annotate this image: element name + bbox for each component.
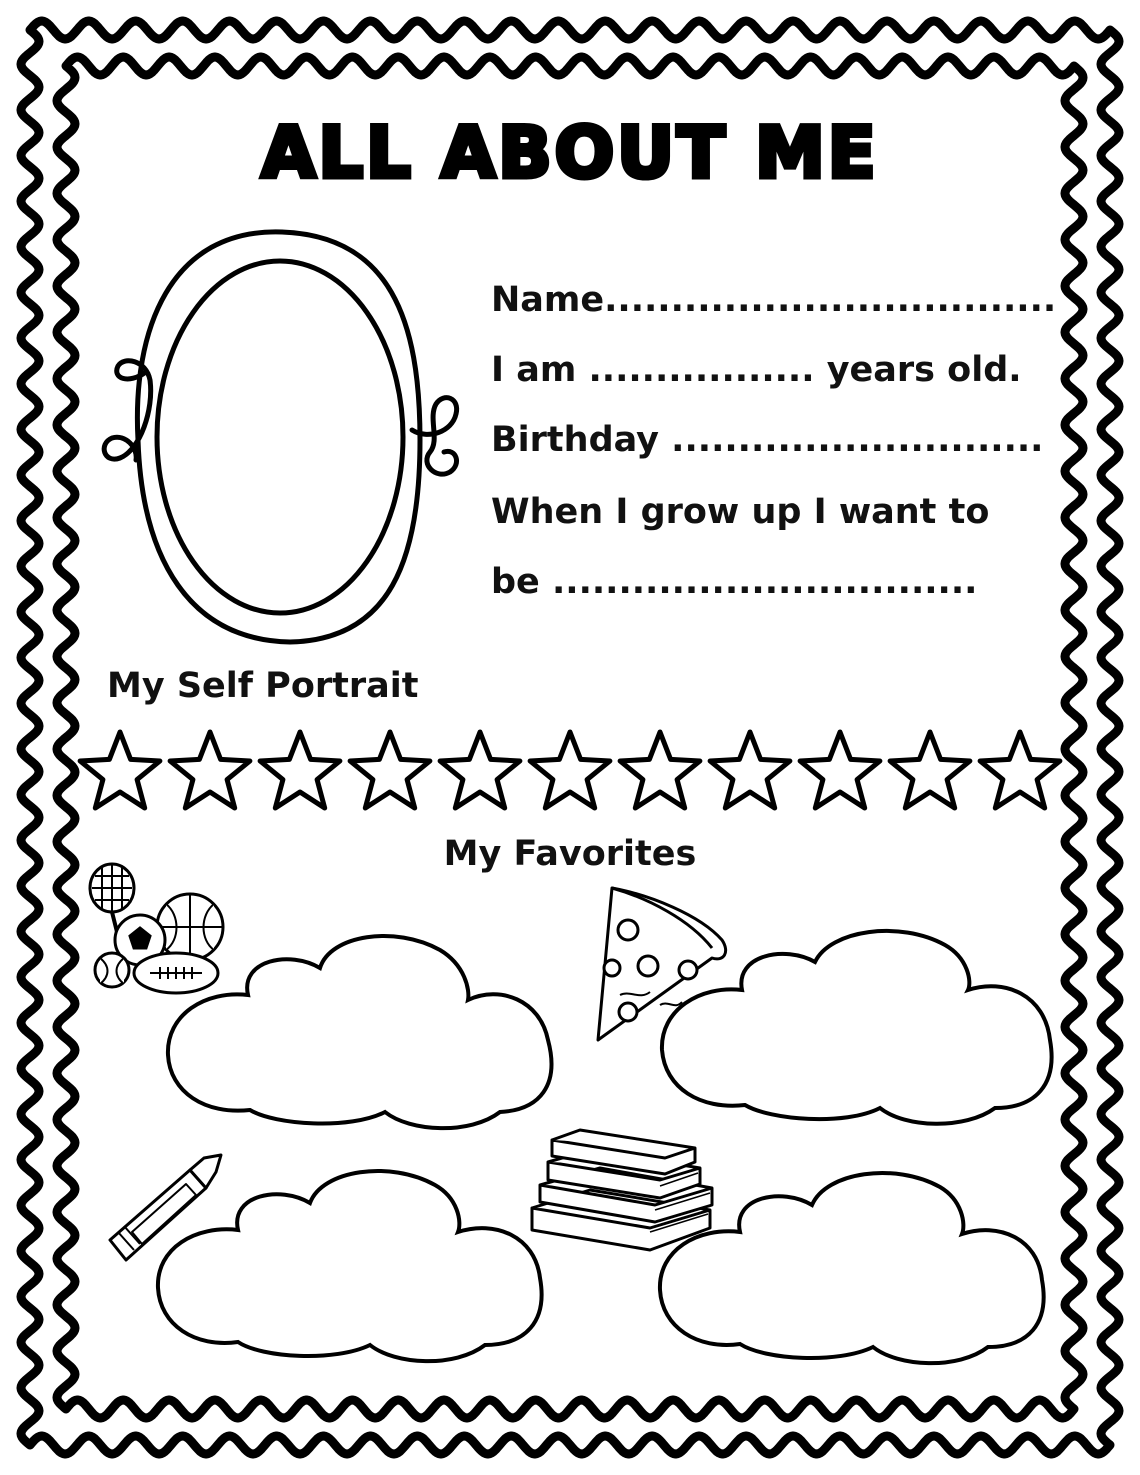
self-portrait-label: My Self Portrait xyxy=(107,666,419,706)
grow-up-line: When I grow up I want to xyxy=(491,492,990,532)
name-line: Name.................................. xyxy=(491,280,1057,320)
birthday-line: Birthday ............................ xyxy=(491,420,1044,460)
page-title: ALL ABOUT ME xyxy=(261,112,879,194)
favorites-label: My Favorites xyxy=(443,834,697,874)
age-line: I am ................. years old. xyxy=(491,350,1022,390)
grow-up-blank-line: be ................................ xyxy=(491,562,978,602)
